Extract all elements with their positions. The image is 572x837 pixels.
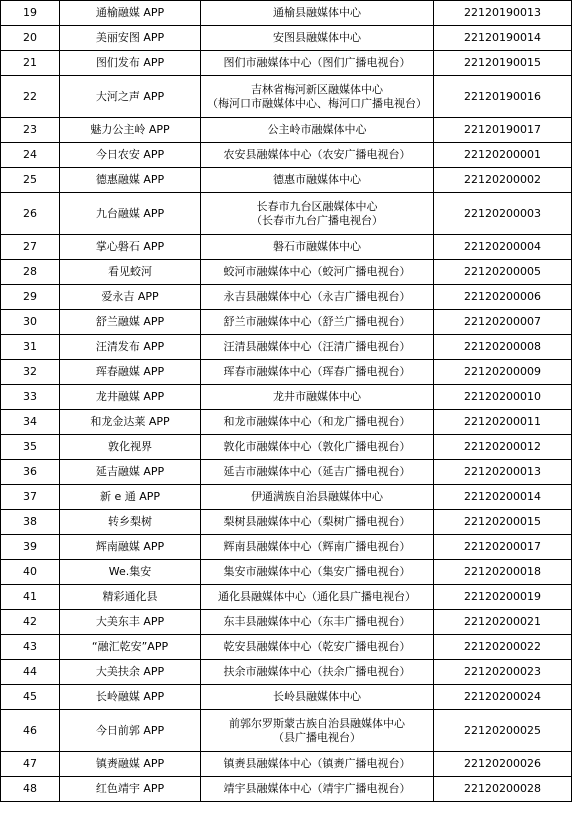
app-name-cell: 大河之声 APP (60, 76, 201, 118)
table-row (1, 660, 572, 685)
organization-line: 磐石市融媒体中心 (273, 240, 361, 253)
app-name-cell: 珲春融媒 APP (60, 360, 201, 385)
organization-cell (201, 660, 434, 685)
table-body (1, 1, 572, 802)
table-row (1, 360, 572, 385)
table-row (1, 710, 572, 752)
table-row (1, 76, 572, 118)
registration-code-cell: 22120200008 (434, 335, 572, 360)
organization-cell (201, 460, 434, 485)
organization-line: 通化县融媒体中心（通化县广播电视台） (218, 590, 416, 603)
table-row (1, 310, 572, 335)
registration-code-cell: 22120190014 (434, 26, 572, 51)
row-number-cell: 26 (1, 193, 60, 235)
organization-line: 长岭县融媒体中心 (273, 690, 361, 703)
row-number-cell: 48 (1, 777, 60, 802)
row-number-cell: 33 (1, 385, 60, 410)
app-name-cell: 辉南融媒 APP (60, 535, 201, 560)
registration-code-cell: 22120200013 (434, 460, 572, 485)
registration-code-cell: 22120200010 (434, 385, 572, 410)
organization-line: 乾安县融媒体中心（乾安广播电视台） (223, 640, 411, 653)
organization-cell (201, 535, 434, 560)
table-row (1, 118, 572, 143)
app-name-cell: 镇赉融媒 APP (60, 752, 201, 777)
app-name-cell: 德惠融媒 APP (60, 168, 201, 193)
app-name-cell: We.集安 (60, 560, 201, 585)
organization-cell (201, 235, 434, 260)
table-row (1, 535, 572, 560)
organization-line: 前郭尔罗斯蒙古族自治县融媒体中心 (229, 716, 405, 730)
organization-cell (201, 76, 434, 118)
registration-code-cell: 22120200009 (434, 360, 572, 385)
organization-cell (201, 260, 434, 285)
app-name-cell: “融汇乾安”APP (60, 635, 201, 660)
registration-code-cell: 22120200018 (434, 560, 572, 585)
row-number-cell: 19 (1, 1, 60, 26)
app-name-cell: 大美东丰 APP (60, 610, 201, 635)
organization-cell (201, 560, 434, 585)
registration-code-cell: 22120200014 (434, 485, 572, 510)
registration-code-cell: 22120200007 (434, 310, 572, 335)
app-name-cell: 红色靖宇 APP (60, 777, 201, 802)
app-name-cell: 看见蛟河 (60, 260, 201, 285)
app-name-cell: 九台融媒 APP (60, 193, 201, 235)
registration-code-cell: 22120190013 (434, 1, 572, 26)
organization-cell (201, 193, 434, 235)
organization-cell (201, 168, 434, 193)
organization-cell (201, 51, 434, 76)
row-number-cell: 37 (1, 485, 60, 510)
table-row (1, 193, 572, 235)
organization-cell (201, 1, 434, 26)
app-name-cell: 敦化视界 (60, 435, 201, 460)
table-row (1, 635, 572, 660)
row-number-cell: 43 (1, 635, 60, 660)
organization-line: 伊通满族自治县融媒体中心 (251, 490, 383, 503)
row-number-cell: 45 (1, 685, 60, 710)
organization-cell (201, 285, 434, 310)
organization-cell (201, 685, 434, 710)
table-row (1, 143, 572, 168)
organization-line: 和龙市融媒体中心（和龙广播电视台） (223, 415, 411, 428)
app-name-cell: 延吉融媒 APP (60, 460, 201, 485)
organization-cell (201, 777, 434, 802)
app-name-cell: 图们发布 APP (60, 51, 201, 76)
app-name-cell: 爱永吉 APP (60, 285, 201, 310)
registration-code-cell: 22120200004 (434, 235, 572, 260)
organization-cell (201, 26, 434, 51)
organization-cell (201, 335, 434, 360)
registration-code-cell: 22120190016 (434, 76, 572, 118)
table-row (1, 1, 572, 26)
organization-line: 靖宇县融媒体中心（靖宇广播电视台） (223, 782, 411, 795)
organization-line: 龙井市融媒体中心 (273, 390, 361, 403)
registration-code-cell: 22120200019 (434, 585, 572, 610)
organization-cell (201, 585, 434, 610)
table-row (1, 285, 572, 310)
organization-line: 长春市九台区融媒体中心 (256, 199, 378, 213)
row-number-cell: 38 (1, 510, 60, 535)
table-row (1, 752, 572, 777)
organization-line: 安图县融媒体中心 (273, 31, 361, 44)
organization-line: 汪清县融媒体中心（汪清广播电视台） (223, 340, 411, 353)
row-number-cell: 44 (1, 660, 60, 685)
registration-code-cell: 22120200002 (434, 168, 572, 193)
row-number-cell: 39 (1, 535, 60, 560)
row-number-cell: 40 (1, 560, 60, 585)
table-row (1, 460, 572, 485)
row-number-cell: 36 (1, 460, 60, 485)
app-name-cell: 长岭融媒 APP (60, 685, 201, 710)
organization-line: （县广播电视台） (273, 730, 361, 744)
table-row (1, 435, 572, 460)
row-number-cell: 31 (1, 335, 60, 360)
app-name-cell: 魅力公主岭 APP (60, 118, 201, 143)
table-row (1, 560, 572, 585)
registration-code-cell: 22120200017 (434, 535, 572, 560)
registration-code-cell: 22120200012 (434, 435, 572, 460)
table-row (1, 777, 572, 802)
organization-line: 图们市融媒体中心（图们广播电视台） (223, 56, 411, 69)
organization-line: 通榆县融媒体中心 (273, 6, 361, 19)
organization-cell (201, 435, 434, 460)
app-name-cell: 舒兰融媒 APP (60, 310, 201, 335)
app-name-cell: 龙井融媒 APP (60, 385, 201, 410)
app-name-cell: 通榆融媒 APP (60, 1, 201, 26)
row-number-cell: 20 (1, 26, 60, 51)
row-number-cell: 42 (1, 610, 60, 635)
registration-code-cell: 22120200023 (434, 660, 572, 685)
row-number-cell: 41 (1, 585, 60, 610)
row-number-cell: 27 (1, 235, 60, 260)
organization-line: 扶余市融媒体中心（扶余广播电视台） (223, 665, 411, 678)
organization-cell (201, 510, 434, 535)
table-row (1, 685, 572, 710)
row-number-cell: 47 (1, 752, 60, 777)
organization-line: 吉林省梅河新区融媒体中心 (251, 82, 383, 96)
table-row (1, 510, 572, 535)
app-name-cell: 汪清发布 APP (60, 335, 201, 360)
organization-cell (201, 752, 434, 777)
app-name-cell: 大美扶余 APP (60, 660, 201, 685)
row-number-cell: 34 (1, 410, 60, 435)
table-row (1, 585, 572, 610)
registration-code-cell: 22120200001 (434, 143, 572, 168)
table-row (1, 260, 572, 285)
organization-cell (201, 410, 434, 435)
row-number-cell: 24 (1, 143, 60, 168)
organization-line: 蛟河市融媒体中心（蛟河广播电视台） (223, 265, 411, 278)
organization-line: （梅河口市融媒体中心、梅河口广播电视台） (207, 96, 427, 110)
row-number-cell: 46 (1, 710, 60, 752)
table-row (1, 610, 572, 635)
registration-code-cell: 22120200028 (434, 777, 572, 802)
registration-code-cell: 22120200025 (434, 710, 572, 752)
registration-code-cell: 22120200021 (434, 610, 572, 635)
table-row (1, 51, 572, 76)
organization-line: 永吉县融媒体中心（永吉广播电视台） (223, 290, 411, 303)
table-row (1, 485, 572, 510)
row-number-cell: 22 (1, 76, 60, 118)
registration-code-cell: 22120200026 (434, 752, 572, 777)
organization-line: 梨树县融媒体中心（梨树广播电视台） (223, 515, 411, 528)
organization-cell (201, 310, 434, 335)
organization-line: 农安县融媒体中心（农安广播电视台） (223, 148, 411, 161)
row-number-cell: 23 (1, 118, 60, 143)
row-number-cell: 30 (1, 310, 60, 335)
organization-line: 辉南县融媒体中心（辉南广播电视台） (223, 540, 411, 553)
organization-cell (201, 143, 434, 168)
row-number-cell: 29 (1, 285, 60, 310)
organization-line: 敦化市融媒体中心（敦化广播电视台） (223, 440, 411, 453)
app-name-cell: 新 e 通 APP (60, 485, 201, 510)
table-row (1, 385, 572, 410)
row-number-cell: 25 (1, 168, 60, 193)
registration-code-cell: 22120200005 (434, 260, 572, 285)
registration-code-cell: 22120200011 (434, 410, 572, 435)
organization-cell (201, 710, 434, 752)
organization-line: 舒兰市融媒体中心（舒兰广播电视台） (223, 315, 411, 328)
table-row (1, 235, 572, 260)
organization-cell (201, 118, 434, 143)
organization-line: 集安市融媒体中心（集安广播电视台） (223, 565, 411, 578)
organization-line: 珲春市融媒体中心（珲春广播电视台） (223, 365, 411, 378)
app-name-cell: 掌心磐石 APP (60, 235, 201, 260)
organization-cell (201, 360, 434, 385)
registration-code-cell: 22120190015 (434, 51, 572, 76)
table-row (1, 335, 572, 360)
organization-cell (201, 610, 434, 635)
organization-cell (201, 485, 434, 510)
row-number-cell: 21 (1, 51, 60, 76)
app-name-cell: 美丽安图 APP (60, 26, 201, 51)
organization-line: 东丰县融媒体中心（东丰广播电视台） (223, 615, 411, 628)
app-name-cell: 转乡梨树 (60, 510, 201, 535)
organization-line: 公主岭市融媒体中心 (267, 123, 367, 136)
registration-code-cell: 22120200003 (434, 193, 572, 235)
registration-code-cell: 22120200024 (434, 685, 572, 710)
organization-line: 延吉市融媒体中心（延吉广播电视台） (223, 465, 411, 478)
organization-line: 德惠市融媒体中心 (273, 173, 361, 186)
registration-code-cell: 22120200022 (434, 635, 572, 660)
registration-code-cell: 22120200015 (434, 510, 572, 535)
table-row (1, 26, 572, 51)
app-name-cell: 今日农安 APP (60, 143, 201, 168)
organization-cell (201, 385, 434, 410)
organization-cell (201, 635, 434, 660)
registration-code-cell: 22120200006 (434, 285, 572, 310)
organization-line: 镇赉县融媒体中心（镇赉广播电视台） (223, 757, 411, 770)
app-name-cell: 和龙金达莱 APP (60, 410, 201, 435)
organization-line: （长春市九台广播电视台） (251, 213, 383, 227)
row-number-cell: 32 (1, 360, 60, 385)
row-number-cell: 35 (1, 435, 60, 460)
app-name-cell: 今日前郭 APP (60, 710, 201, 752)
row-number-cell: 28 (1, 260, 60, 285)
table-row (1, 410, 572, 435)
table-row (1, 168, 572, 193)
app-name-cell: 精彩通化县 (60, 585, 201, 610)
registration-code-cell: 22120190017 (434, 118, 572, 143)
